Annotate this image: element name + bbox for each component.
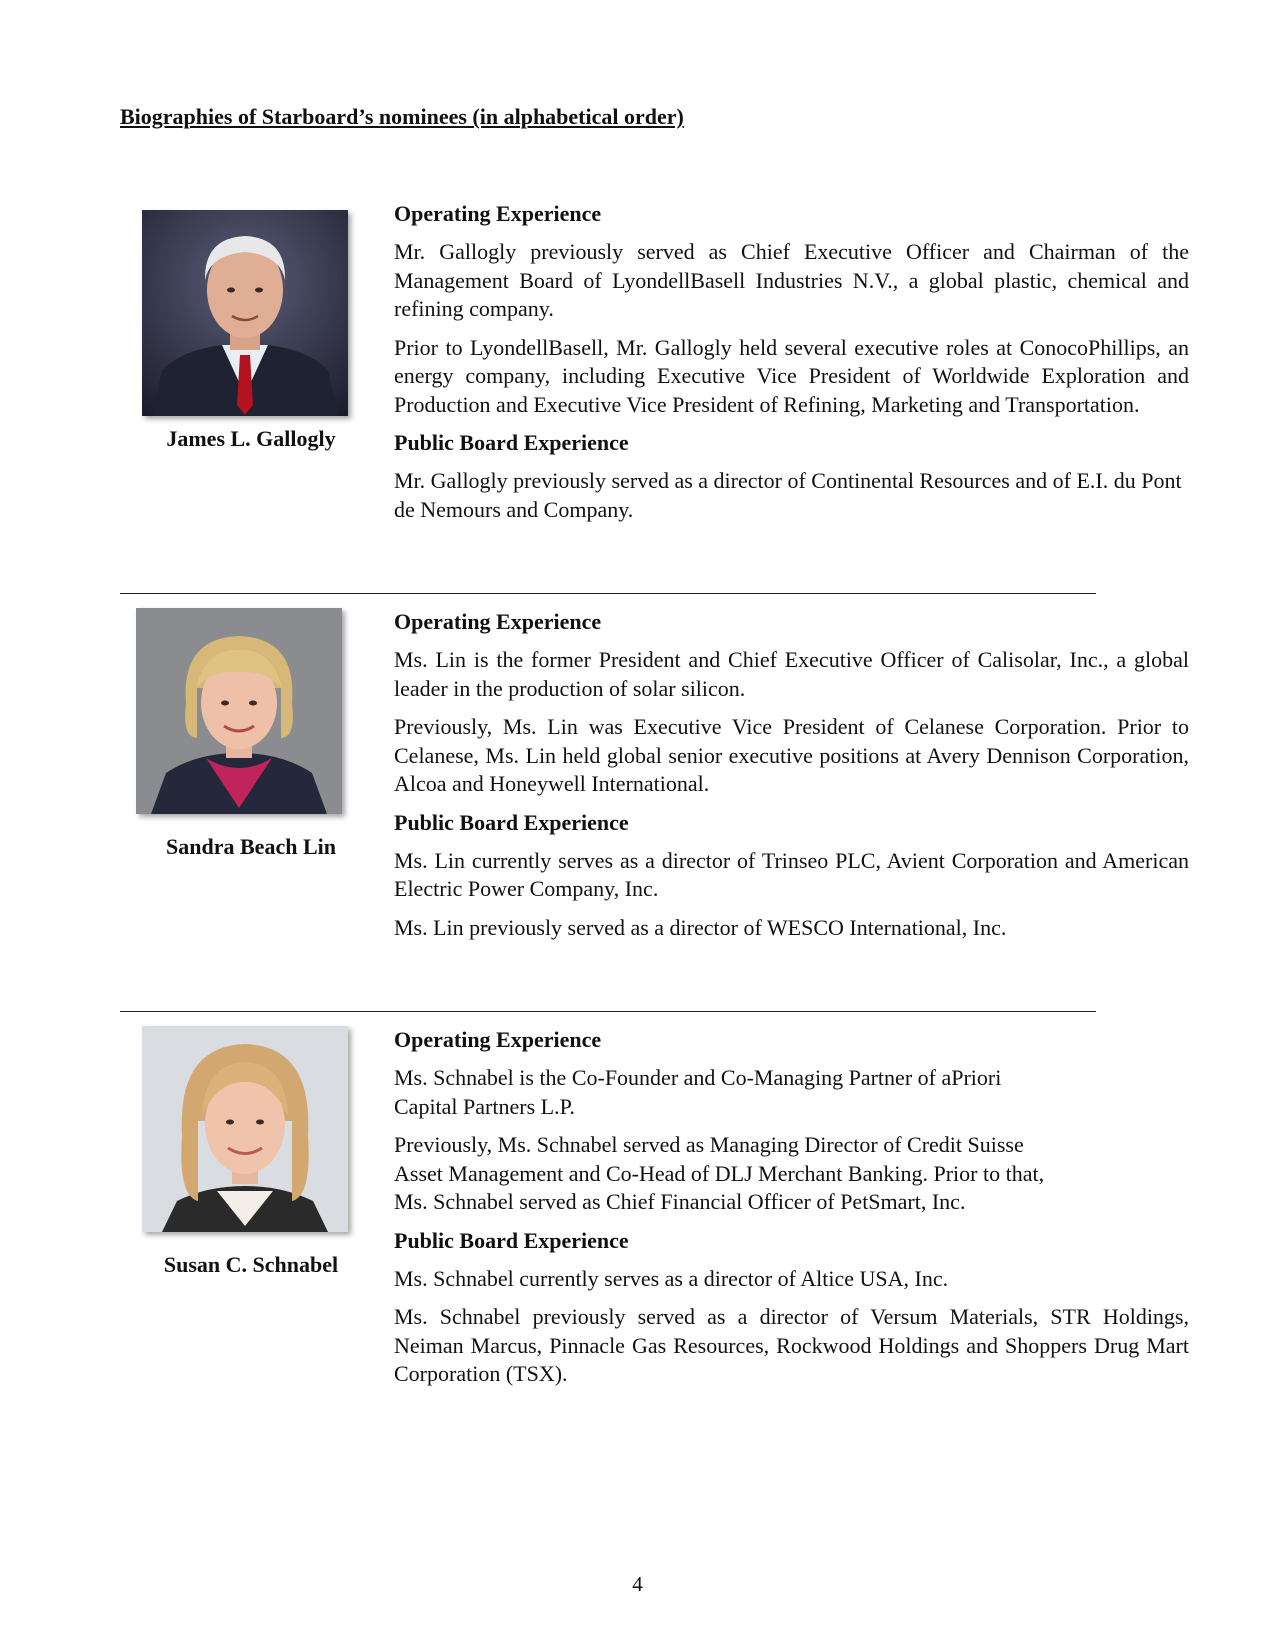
bio-paragraph: Ms. Schnabel is the Co-Founder and Co-Managing Partner of aPriori Capital Partners L.P. [394, 1065, 1002, 1119]
operating-experience-heading: Operating Experience [394, 1027, 602, 1052]
bio-paragraph: Ms. Schnabel previously served as a director of Versum Materials, STR Holdings, Neiman Marcus, Pinnacle Gas Resources, Rockwood Holdings and Shoppers Drug Mart Corporation (TSX). [394, 1304, 1189, 1386]
operating-experience-heading: Operating Experience [394, 609, 602, 634]
bio-text-column [394, 200, 1189, 534]
page-number: 4 [632, 1572, 643, 1596]
nominee-name: Susan C. Schnabel [163, 1252, 339, 1277]
public-board-heading: Public Board Experience [394, 1227, 629, 1253]
nominee-photo-schnabel [142, 1026, 348, 1232]
nominee-section-schnabel [120, 1026, 1189, 1466]
public-board-heading: Public Board Experience [394, 430, 629, 455]
nominee-photo-gallogly [142, 210, 348, 416]
nominee-section-gallogly [120, 200, 1189, 590]
public-board-heading: Public Board Experience [394, 809, 629, 835]
nominee-name: Sandra Beach Lin [166, 834, 336, 859]
bio-paragraph: Previously, Ms. Lin was Executive Vice President of Celanese Corporation. Prior to Celanese, Ms. Lin held global senior executive positions at Avery Dennison Corporation, Alcoa and Honeywell International. [394, 714, 1189, 796]
section-divider [120, 1011, 1096, 1012]
bio-text-column [394, 1026, 1189, 1399]
operating-experience-heading: Operating Experience [394, 201, 602, 226]
bio-paragraph: Mr. Gallogly previously served as Chief Executive Officer and Chairman of the Management Board of LyondellBasell Industries N.V., a global plastic, chemical and refining company. [394, 239, 1189, 321]
bio-paragraph: Prior to LyondellBasell, Mr. Gallogly held several executive roles at ConocoPhillips, an energy company, including Executive Vice President of Worldwide Exploration and Production and Executive Vice President of Refining, Marketing and Transportation. [394, 334, 1189, 417]
section-divider [120, 593, 1096, 594]
nominee-section-lin [120, 608, 1189, 1008]
nominee-name: James L. Gallogly [166, 426, 336, 451]
bio-paragraph: Ms. Lin is the former President and Chief Executive Officer of Calisolar, Inc., a global leader in the production of solar silicon. [394, 647, 1189, 701]
bio-paragraph: Ms. Lin previously served as a director of WESCO International, Inc. [394, 914, 1007, 940]
nominee-photo-lin [136, 608, 342, 814]
bio-paragraph: Ms. Schnabel currently serves as a director of Altice USA, Inc. [394, 1265, 949, 1291]
bio-paragraph: Mr. Gallogly previously served as a director of Continental Resources and of E.I. du Pont de Nemours and Company. [394, 468, 1182, 522]
bio-text-column [394, 608, 1189, 952]
bio-paragraph: Ms. Lin currently serves as a director of Trinseo PLC, Avient Corporation and American Electric Power Company, Inc. [394, 847, 1189, 901]
bio-paragraph: Previously, Ms. Schnabel served as Managing Director of Credit Suisse Asset Management and Co-Head of DLJ Merchant Banking. Prior to that, Ms. Schnabel served as Chief Financial Officer of PetSmart, Inc. [394, 1132, 1045, 1214]
page-heading: Biographies of Starboard’s nominees (in alphabetical order) [120, 104, 684, 129]
